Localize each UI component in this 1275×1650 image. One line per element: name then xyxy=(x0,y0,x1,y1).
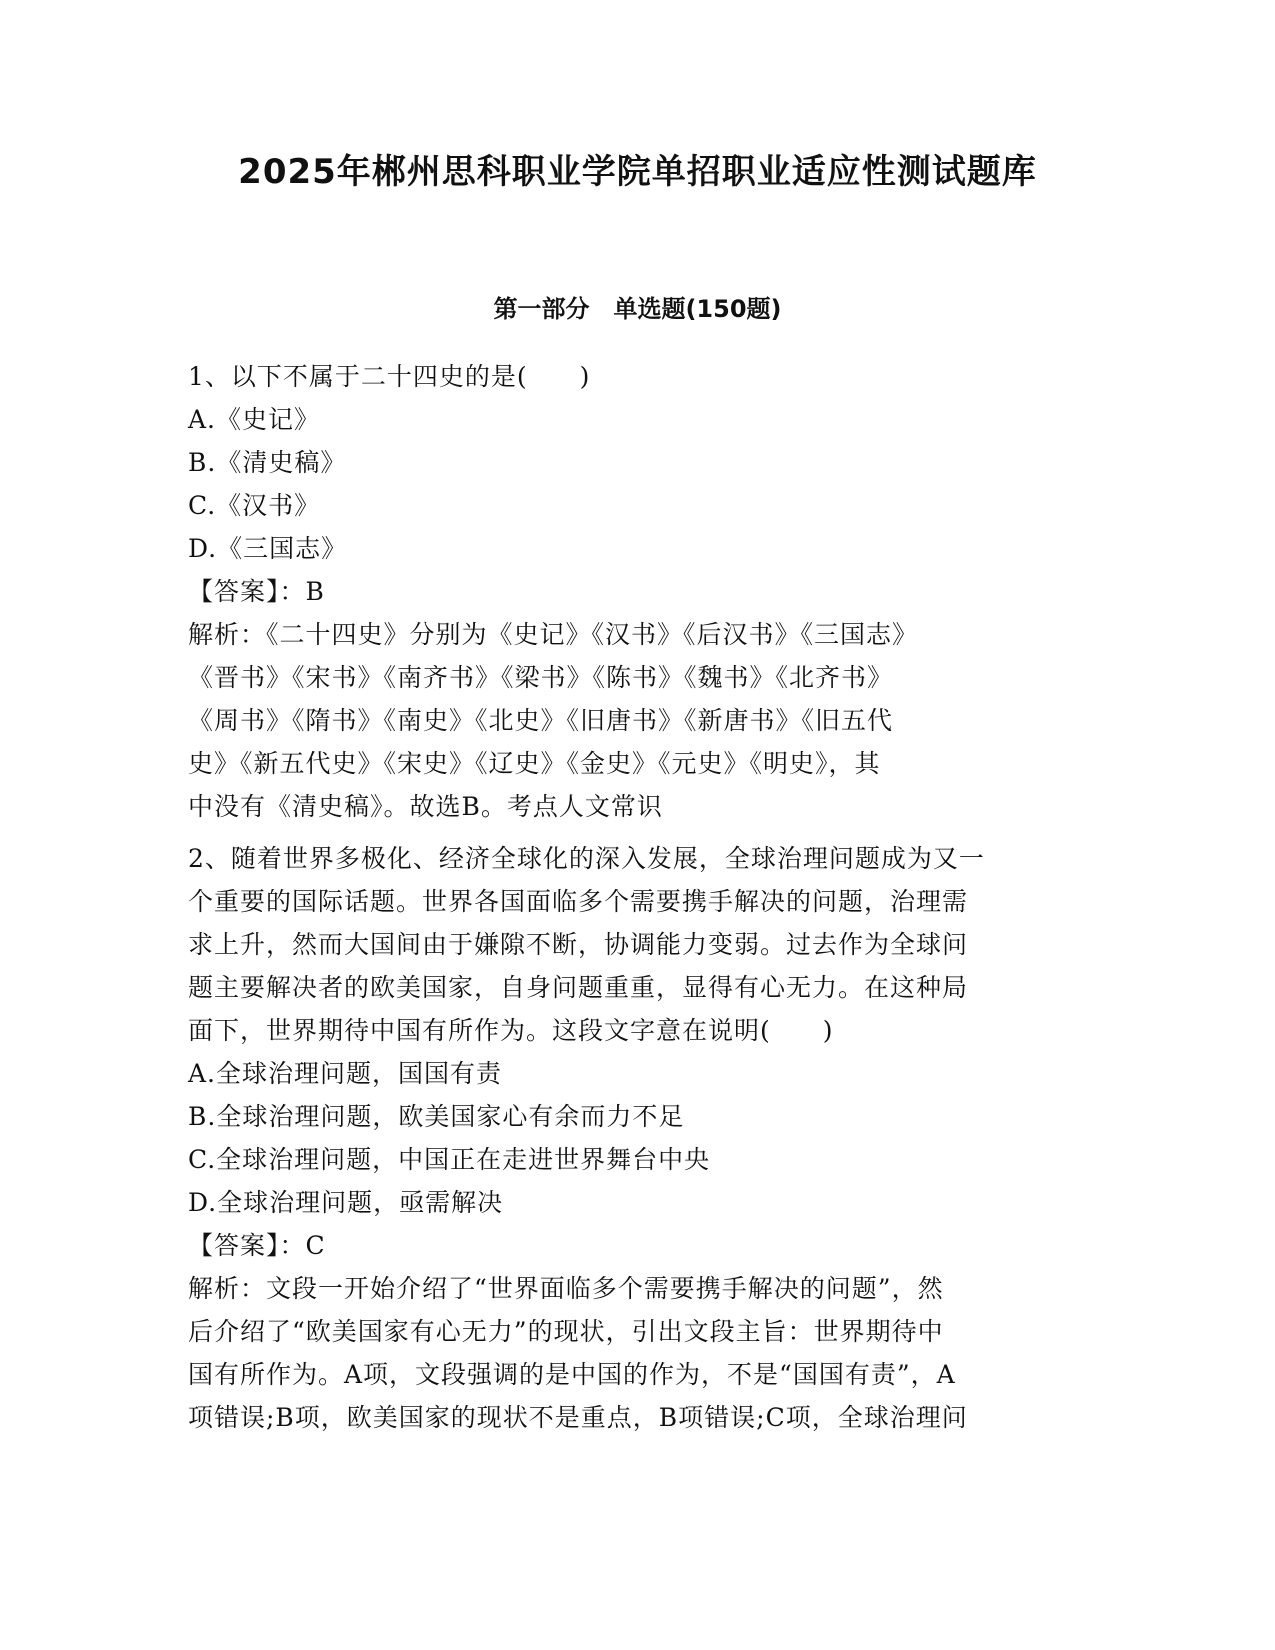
explanation-line: 国有所作为。A项，文段强调的是中国的作为，不是“国国有责”，A xyxy=(188,1360,956,1389)
question-stem: 面下，世界期待中国有所作为。这段文字意在说明( ) xyxy=(188,1016,834,1045)
option-c: C.全球治理问题，中国正在走进世界舞台中央 xyxy=(188,1145,711,1174)
option-a: A.《史记》 xyxy=(188,405,321,434)
question-stem: 个重要的国际话题。世界各国面临多个需要携手解决的问题，治理需 xyxy=(188,887,969,916)
option-a: A.全球治理问题，国国有责 xyxy=(188,1059,503,1088)
option-c: C.《汉书》 xyxy=(188,491,321,520)
section-title: 第一部分 单选题(150题) xyxy=(493,295,782,323)
question-list xyxy=(188,355,1088,1439)
option-d: D.《三国志》 xyxy=(188,534,348,563)
option-d: D.全球治理问题，亟需解决 xyxy=(188,1188,504,1217)
explanation-line: 后介绍了“欧美国家有心无力”的现状，引出文段主旨：世界期待中 xyxy=(188,1317,944,1346)
explanation-line: 《晋书》《宋书》《南齐书》《梁书》《陈书》《魏书》《北齐书》 xyxy=(188,663,894,692)
explanation-line: 项错误;B项，欧美国家的现状不是重点，B项错误;C项，全球治理问 xyxy=(188,1403,968,1432)
question-stem: 题主要解决者的欧美国家，自身问题重重，显得有心无力。在这种局 xyxy=(188,973,969,1002)
answer-line: 【答案】：B xyxy=(188,577,325,606)
option-b: B.全球治理问题，欧美国家心有余而力不足 xyxy=(188,1102,685,1131)
question-stem: 1、以下不属于二十四史的是( ) xyxy=(188,362,591,391)
question-1 xyxy=(188,355,1088,828)
option-b: B.《清史稿》 xyxy=(188,448,347,477)
question-2 xyxy=(188,837,1088,1439)
explanation-line: 《周书》《隋书》《南史》《北史》《旧唐书》《新唐书》《旧五代 xyxy=(188,706,894,735)
explanation-line: 解析：《二十四史》分别为《史记》《汉书》《后汉书》《三国志》 xyxy=(188,620,919,649)
question-stem: 2、随着世界多极化、经济全球化的深入发展，全球治理问题成为又一 xyxy=(188,844,985,873)
explanation-line: 解析：文段一开始介绍了“世界面临多个需要携手解决的问题”，然 xyxy=(188,1274,944,1303)
answer-line: 【答案】：C xyxy=(188,1231,326,1260)
question-stem: 求上升，然而大国间由于嫌隙不断，协调能力变弱。过去作为全球问 xyxy=(188,930,969,959)
explanation-line: 中没有《清史稿》。故选B。考点人文常识 xyxy=(188,792,663,821)
explanation-line: 史》《新五代史》《宋史》《辽史》《金史》《元史》《明史》，其 xyxy=(188,749,881,778)
document-title: 2025年郴州思科职业学院单招职业适应性测试题库 xyxy=(238,152,1037,192)
